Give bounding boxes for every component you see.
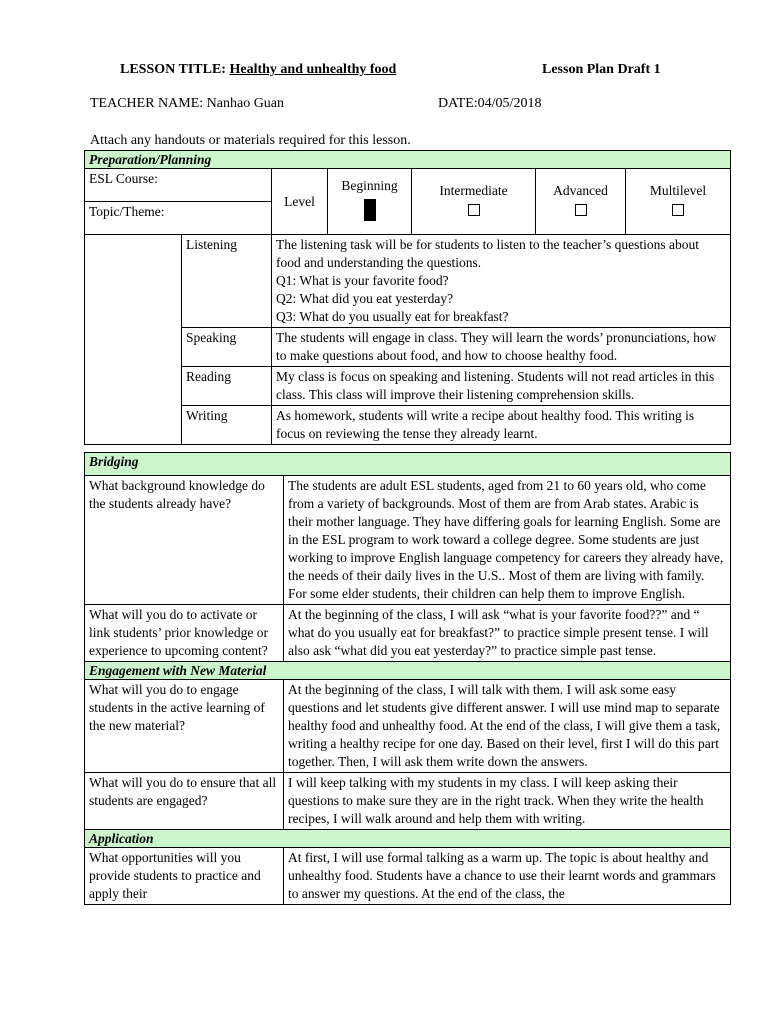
bridging-answer: The students are adult ESL students, aged from 21 to 60 years old, who come from a variety of backgrounds. Most of them are from Arab states. Arabic is their mother language. They have differing goals for learning English. Some are in the ESL program to work toward a college degree. Some students are just working to improve English language competency for careers they already have, the needs of their daily lives in the U.S.. Most of them are living with family. For some elder students, their children can help them to improve English.: [284, 476, 731, 605]
skill-line: Q1: What is your favorite food?: [276, 273, 449, 288]
bridging-question: What will you do to activate or link students’ prior knowledge or experience to upcoming content?: [85, 605, 284, 662]
skill-name: Reading: [182, 367, 272, 406]
skill-speaking-text: The students will engage in class. They will learn the words’ pronunciations, how to make questions about food, and how to choose healthy food.: [272, 328, 731, 367]
bridging-question: What background knowledge do the students already have?: [85, 476, 284, 605]
level-advanced[interactable]: [536, 169, 626, 235]
level-intermediate[interactable]: [412, 169, 536, 235]
esl-course-label: ESL Course:: [85, 169, 272, 202]
checkbox-icon[interactable]: [575, 204, 587, 216]
skill-line: The listening task will be for students to listen to the teacher’s questions about food and understanding the questions.: [276, 237, 700, 270]
level-multilevel[interactable]: [626, 169, 731, 235]
engagement-answer: I will keep talking with my students in my class. I will keep asking their questions to make sure they are in the right track. When they write the health recipes, I will walk around and help them with writing.: [284, 773, 731, 830]
draft-label: Lesson Plan Draft 1: [542, 62, 661, 77]
engagement-question: What will you do to engage students in the active learning of the new material?: [85, 680, 284, 773]
level-beginning[interactable]: [328, 169, 412, 235]
checked-box-icon[interactable]: [364, 199, 376, 221]
level-multilevel-label: Multilevel: [649, 183, 707, 198]
skill-reading-text: My class is focus on speaking and listening. Students will not read articles in this class. This class will improve their listening comprehension skills.: [272, 367, 731, 406]
level-intermediate-label: Intermediate: [439, 183, 508, 198]
skill-name: Writing: [182, 406, 272, 445]
level-label: Level: [272, 169, 328, 235]
lesson-date: DATE:04/05/2018: [438, 96, 542, 111]
skill-line: Q3: What do you usually eat for breakfast?: [276, 309, 509, 324]
teacher-name: TEACHER NAME: Nanhao Guan: [90, 96, 285, 111]
lesson-title-line: [120, 62, 396, 78]
skill-listening-text: [272, 235, 731, 328]
engagement-question: What will you do to ensure that all students are engaged?: [85, 773, 284, 830]
preparation-table: [84, 150, 731, 445]
level-advanced-label: Advanced: [553, 183, 608, 198]
application-answer: At first, I will use formal talking as a warm up. The topic is about healthy and unhealthy food. Students have a chance to use their learnt words and grammars to answer my questions. At the end of the class, the: [284, 848, 731, 905]
lesson-title-label: LESSON TITLE:: [120, 62, 226, 77]
lesson-sections-table: [84, 452, 731, 905]
engagement-heading: Engagement with New Material: [85, 662, 731, 680]
bridging-heading: Bridging: [85, 453, 731, 476]
application-question: What opportunities will you provide students to practice and apply their: [85, 848, 284, 905]
skill-name: Listening: [182, 235, 272, 328]
preparation-heading: Preparation/Planning: [85, 151, 731, 169]
application-heading: Application: [85, 830, 731, 848]
level-beginning-label: Beginning: [341, 178, 398, 193]
bridging-answer: At the beginning of the class, I will ask “what is your favorite food??” and “ what do you usually eat for breakfast?” to practice simple present tense. I will also ask “what did you eat yesterday?” to practice simple past tense.: [284, 605, 731, 662]
engagement-answer: At the beginning of the class, I will talk with them. I will ask some easy questions and let students give different answer. I will use mind map to separate healthy food and unhealthy food. At the end of the class, I will give them a task, writing a healthy recipe for one day. Based on their level, first I will do this part together. Then, I will ask them write down the answers.: [284, 680, 731, 773]
skill-line: Q2: What did you eat yesterday?: [276, 291, 454, 306]
skill-writing-text: As homework, students will write a recipe about healthy food. This writing is focus on reviewing the tense they already learnt.: [272, 406, 731, 445]
topic-theme-label: Topic/Theme:: [85, 202, 272, 235]
attach-note: Attach any handouts or materials required for this lesson.: [90, 133, 411, 148]
lesson-title: Healthy and unhealthy food: [229, 62, 397, 77]
checkbox-icon[interactable]: [672, 204, 684, 216]
checkbox-icon[interactable]: [468, 204, 480, 216]
skills-spacer: [85, 235, 182, 445]
skill-name: Speaking: [182, 328, 272, 367]
